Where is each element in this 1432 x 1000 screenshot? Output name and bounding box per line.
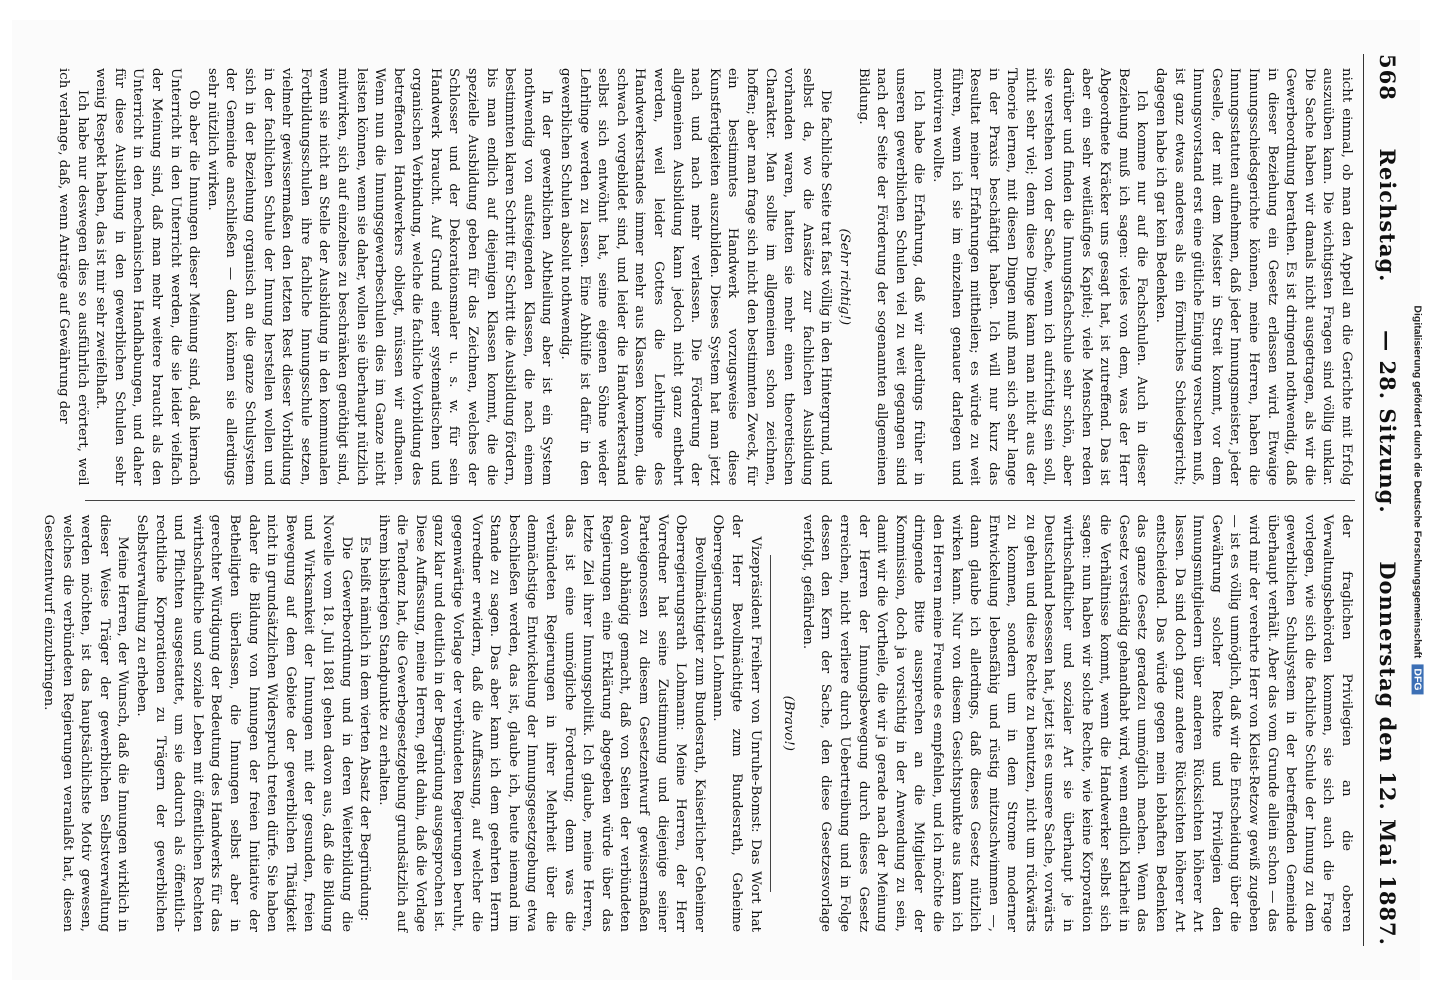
header-right: Donnerstag den 12. Mai 1887. — [1375, 561, 1400, 946]
paragraph: Ich habe nur deswegen dies so ausführlich erörtert, weil ich verlange, daß, wenn Anträge auf Gewährung der — [56, 68, 90, 486]
speaker-paragraph: Bevollmächtigter zum Bundesrath, Kaiserlicher Geheimer Oberregierungsrath Lohmann: Meine Herren, der Herr Vorredner hat seine Zustimmung und diejenige seiner Parteigenossen zu diesem Gesetzentwurf gewissermaßen davon abhängig gemacht, daß von Seiten der verbündeten Regierungen eine Erklärung abgegeben würde über das letzte Ziel ihrer Innungspolitik. Ich glaube, meine Herren, das ist eine unmögliche Forderung; denn was die verbündeten Regierungen in ihrer Mehrheit über die demnächstige Entwickelung der Innungsgesetzgebung etwa beschließen werden, das ist, glaube ich, heute niemand im Stande zu sagen. Das aber kann ich dem geehrten Herrn Vorredner erwidern, daß die Auffassung, auf welcher die gegenwärtige Vorlage der verbündeten Regierungen beruht, ganz klar und deutlich in der Begründung ausgesprochen ist. Diese Auffassung, meine Herren, geht dahin, daß die Vorlage die Tendenz hat, die Gewerbegesetzgebung grundsätzlich auf ihrem bisherigen Standpunkte zu erhalten. — [375, 514, 707, 932]
paragraph: Es heißt nämlich in dem vierten Absatz der Begründung: — [357, 536, 373, 922]
page-header — [1363, 54, 1400, 946]
left-column — [56, 54, 1355, 500]
right-column — [41, 500, 1355, 947]
interjection: (Sehr richtig!) — [836, 228, 852, 326]
paragraph: Ob aber die Innungen dieser Meinung sind, daß hiernach Unterricht in den Unterricht werden, die sie leider vielfach der Meinung sind, daß man mehr weitere braucht als den Unterricht in den mechanischen Handhabungen, und daher für diese Ausbildung in den gewerblichen Schulen sehr wenig Respekt haben, das ist mir sehr zweifelhaft. — [93, 68, 202, 486]
speaker-paragraph: Vizepräsident Freiherr von Unruhe-Bomst: Das Wort hat der Herr Bevollmächtigte zum Bundesrath, Geheime Oberregierungsrath Lohmann. — [710, 514, 763, 932]
text-columns — [41, 54, 1355, 946]
paragraph: In der gewerblichen Abtheilung aber ist ein System nothwendig von aufsteigenden Klassen, die nach einem bestimmten klaren Schritt für Schritt die Ausbildung fördern, bis man endlich auf diejenigen Klassen kommt, die die spezielle Ausbildung geben für das Zeichnen, welches der Schlosser und der Dekorationsmaler u. s. w. für sein Handwerk braucht. Auf Grund einer systematischen und organischen Verbindung, welche die fachliche Vorbildung des betreffenden Handwerkers obliegt, müssen wir aufbauen. Wenn nun die Innungsgewerbeschulen dies im Ganze nicht leisten können, wenn sie daher, wollen sie überhaupt nützlich mitwirken, sich auf einzelnes zu beschränken genöthigt sind, wenn sie nicht an Stelle der Ausbildung in den kommunalen Fortbildungsschulen ihre fachliche Innungsschule setzen, vielmehr gewissermaßen den letzten Rest dieser Vorbildung in der fachlichen Schule der Innung herstellen wollen und sich in der Beziehung organisch an die ganze Schulsystem der Gemeinde anschließen — dann können sie allerdings sehr nützlich wirken. — [204, 68, 555, 486]
quoted-paragraph: Die Gewerbeordnung und in deren Weiterbildung die Novelle vom 18. Juli 1881 gehen davon aus, daß die Bildung und Wirksamkeit der Innungen mit der gesunden, freien Bewegung auf dem Gebiete der gewerblichen Thätigkeit nicht in grundsätzlichen Widerspruch treten dürfe. Sie haben daher die Bildung von Innungen der freien Initiative der Betheiligten überlassen, die Innungen selbst aber in gerechter Würdigung der Bedeutung des Handwerks für das wirthschaftliche und soziale Leben mit öffentlichen Rechten und Pflichten ausgestattet, um sie dadurch als öffentlich-rechtliche Korporationen zu Trägern der gewerblichen Selbstverwaltung zu erheben. — [134, 514, 354, 932]
interjection: (Bravo!) — [781, 695, 797, 751]
digitization-credit — [1408, 6, 1428, 994]
header-left: Reichstag. — [1375, 148, 1400, 283]
paragraph: Ich habe die Erfahrung, daß wir allerdings früher in unseren gewerblichen Schulen viel zu weit gegangen sind nach der Seite der Förderung der sogenannten allgemeinen Bildung. — [855, 68, 927, 486]
scanned-page — [12, 20, 1420, 980]
credit-text-wrap — [1412, 305, 1424, 694]
paragraph: der fraglichen Privilegien an die oberen Verwaltungsbehörden kommen, sie sich auch die Frage vorlegen, wie sich die fachliche Schule der Innung zu dem gewerblichen Schulsystem in der betreffenden Gemeinde überhaupt verhält. Aber das vom Grunde allein schon — das wird mir der verehrte Herr von Kleist-Retzow gewiß zugeben — ist es völlig unmöglich, daß wir die Entscheidung über die Gewährung solcher Rechte und Privilegien den Innungsmitgliedern über anderen Rücksichten höherer Art lassen. Da sind doch ganz andere Rücksichten höherer Art entscheidend. Das würde gegen mein lebhaften Bedenken das ganze Gesetz geradezu unmöglich machen. Wenn das Gesetz verständig gehandhabt wird, wenn endlich Klarheit in die Verhältnisse kommt, wenn die Handwerker selbst sich sagen: nun haben wir solche Rechte, wie keine Korporation wirthschaftlicher und sozialer Art sie überhaupt je in Deutschland besessen hat, jetzt ist es unsere Sache, vorwärts zu gehen und diese Rechte zu benutzen, nicht um rückwärts zu kommen, sondern um in dem Strome moderner Entwickelung lebensfähig und rüstig mitzuschwimmen —, dann glaube ich allerdings, daß dieses Gesetz nützlich wirken kann. Nur von diesem Gesichtspunkte aus kann ich den Herren meine Freunde es empfehlen, und ich möchte die dringende Bitte aussprechen an die Mitglieder der Kommission, doch ja vorsichtig in der Anwendung zu sein, damit wir die Vortheile, die wir ja gerade nach der Meinung der Herren der Innungsbewegung durch dieses Gesetz erreichen, nicht verliere durch Uebertreibung und in Folge dessen den Kern der Sache, den diese Gesetzesvorlage verfolgt, gefährden. — [799, 514, 1354, 932]
paragraph: Ich komme nur auf die Fachschulen. Auch in dieser Beziehung muß ich sagen: vieles von dem, was der Herr Abgeordnete Kräcker uns gesagt hat, ist zutreffend. Das ist aber ein sehr weitläufiges Kapitel; viele Menschen reden darüber und finden die Innungsfachschule sehr schön, aber sie verstehen von der Sache, wenn ich aufrichtig sein soll, nicht sehr viel; denn diese Dinge kann man nicht aus der Theorie lernen, mit diesen Dingen muß man sich sehr lange in der Praxis beschäftigt haben. Ich will nur kurz das Resultat meiner Erfahrungen mittheilen; es würde zu weit führen, wenn ich sie im einzelnen genauer darlegen und motiviren wollte. — [929, 68, 1150, 486]
paragraph: Meine Herren, der Wunsch, daß die Innungen wirklich in dieser Weise Träger der gewerblichen Selbstverwaltung werden möchten, ist das hauptsächlichste Motiv gewesen, welches die verbündeten Regierungen veranlaßt hat, diesen Gesetzentwurf einzubringen. — [41, 514, 131, 932]
page-number: 568 — [1375, 54, 1400, 101]
header-center: — 28. Sitzung. — [1375, 330, 1400, 514]
section-divider — [770, 555, 771, 893]
dfg-logo: DFG — [1412, 664, 1424, 694]
paragraph: Die fachliche Seite trat fast völlig in den Hintergrund, und selbst da, wo die Ansätze zur fachlichen Ausbildung vorhanden waren, hatten sie mehr einen theoretischen Charakter. Man sollte im allgemeinen schon zeichnen, hoffen; aber man frage sich nicht den bestimmten Zweck, für ein bestimmtes Handwerk vorzugsweise diese Kunstfertigkeiten auszubilden. Dieses System hat man jetzt nach und nach mehr verlassen. Die Förderung der allgemeinen Ausbildung kann jedoch nicht ganz entbehrt werden, weil leider Gottes die Lehrlinge des Handwerkerstandes immer mehr aus Klassen kommen, die schwach vorgebildet sind, und leider die Handwerkerstand selbst sich entwöhnt hat, seine eigenen Söhne wieder Lehrlinge werden zu lassen. Eine Abhülfe ist dafür in den gewerblichen Schulen absolut nothwendig. — [558, 68, 834, 486]
credit-text: Digitalisierung gefördert durch die Deutsche Forschungsgemeinschaft — [1412, 305, 1424, 659]
paragraph: nicht einmal, ob man den Appell an die Gerichte mit Erfolg auszuüben kann. Die wichtigsten Fragen sind völlig unklar. Die Sache haben wir damals nicht ausgetragen, als wir die Gewerbeordnung berathen. Es ist dringend nothwendig, daß in dieser Beziehung ein Gesetz erlassen wird. Etwaige Innungsschiedsgerichte können, meine Herren, haben die Innungsstatuten aufnehmen, daß jeder Innungsmeister, jeder Geselle, der mit dem Meister in Streit kommt, vor dem Innungsvorstand erst eine gütliche Einigung versuchen muß, ist ganz etwas anderes als ein förmliches Schiedsgericht; dagegen habe ich gar kein Bedenken. — [1153, 68, 1354, 486]
